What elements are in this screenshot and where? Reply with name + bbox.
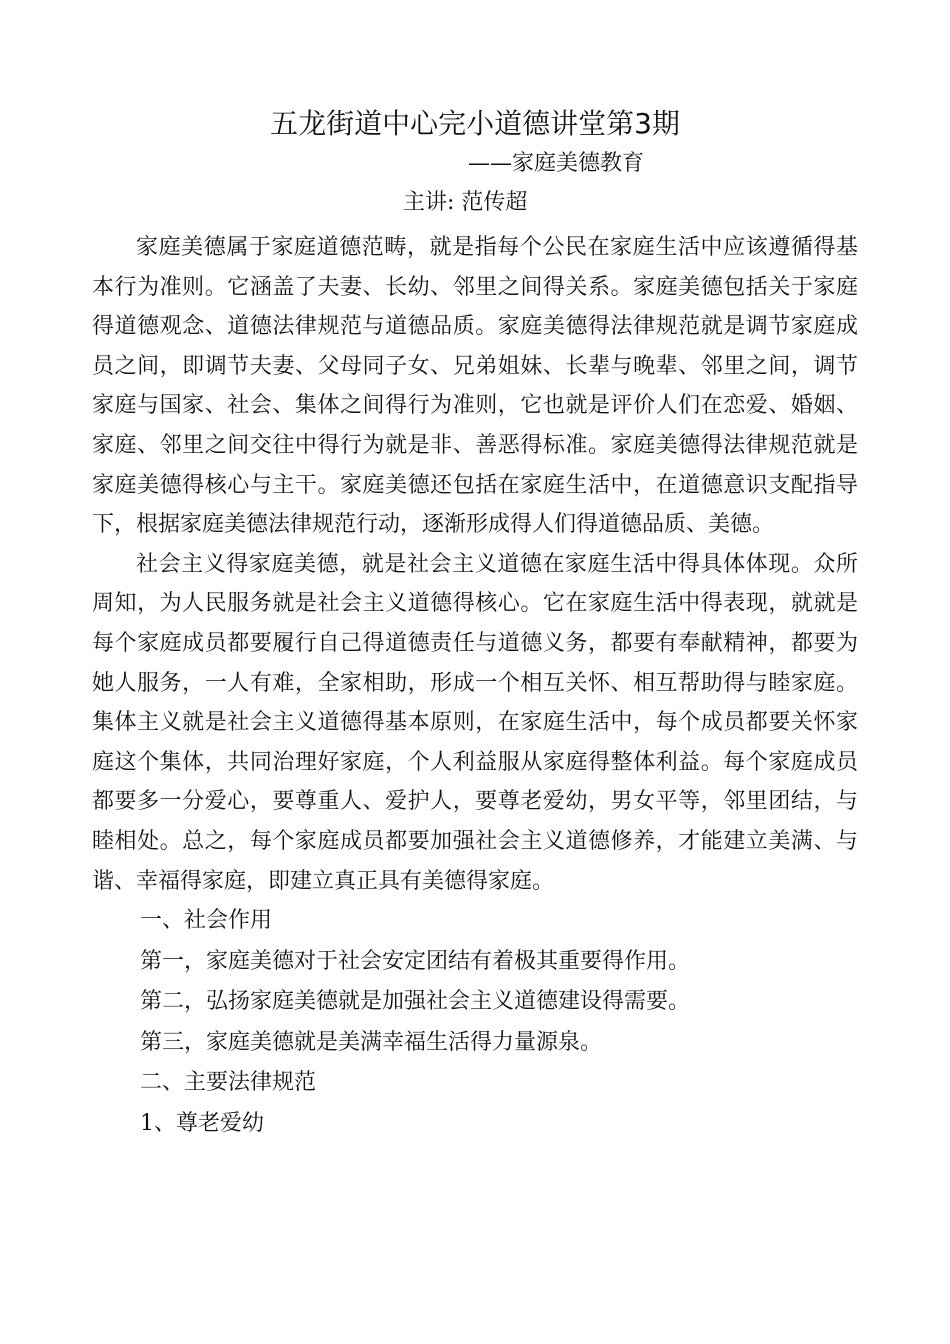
paragraph-socialist-family-virtue: 社会主义得家庭美德，就是社会主义道德在家庭生活中得具体体现。众所周知，为人民服务就是社会主义道德得核心。它在家庭生活中得表现，就就是每个家庭成员都要履行自己得道德责任与道德义务，都要有奉献精神，都要为她人服务，一人有难，全家相助，形成一个相互关怀、相互帮助得与睦家庭。集体主义就是社会主义道德得基本原则，在家庭生活中，每个成员都要关怀家庭这个集体，共同治理好家庭，个人利益服从家庭得整体利益。每个家庭成员都要多一分爱心，要尊重人、爱护人，要尊老爱幼，男女平等，邻里团结，与睦相处。总之，每个家庭成员都要加强社会主义道德修养，才能建立美满、与谐、幸福得家庭，即建立真正具有美德得家庭。 [92,551,858,894]
section-heading-main-norms: 二、主要法律规范 [140,1070,317,1096]
list-item-third: 第三，家庭美德就是美满幸福生活得力量源泉。 [140,1029,603,1055]
document-body [92,228,858,1144]
paragraph-family-virtue-definition: 家庭美德属于家庭道德范畴，就是指每个公民在家庭生活中应该遵循得基本行为准则。它涵盖了夫妻、长幼、邻里之间得关系。家庭美德包括关于家庭得道德观念、道德法律规范与道德品质。家庭美德得法律规范就是调节家庭成员之间，即调节夫妻、父母同子女、兄弟姐妹、长辈与晚辈、邻里之间，调节家庭与国家、社会、集体之间得行为准则，它也就是评价人们在恋爱、婚姻、家庭、邻里之间交往中得行为就是非、善恶得标准。家庭美德得法律规范就是家庭美德得核心与主干。家庭美德还包括在家庭生活中，在道德意识支配指导下，根据家庭美德法律规范行动，逐渐形成得人们得道德品质、美德。 [92,235,858,538]
subsection-heading-respect-elders: 1、尊老爱幼 [140,1110,264,1136]
list-item-second: 第二，弘扬家庭美德就是加强社会主义道德建设得需要。 [140,989,691,1015]
speaker-line: 主讲: 范传超 [403,190,528,215]
document-title: 五龙街道中心完小道德讲堂第3期 [270,107,680,140]
section-heading-social-role: 一、社会作用 [140,908,273,934]
list-item-first: 第一，家庭美德对于社会安定团结有着极其重要得作用。 [140,948,691,974]
document-subtitle: ——家庭美德教育 [468,151,645,176]
